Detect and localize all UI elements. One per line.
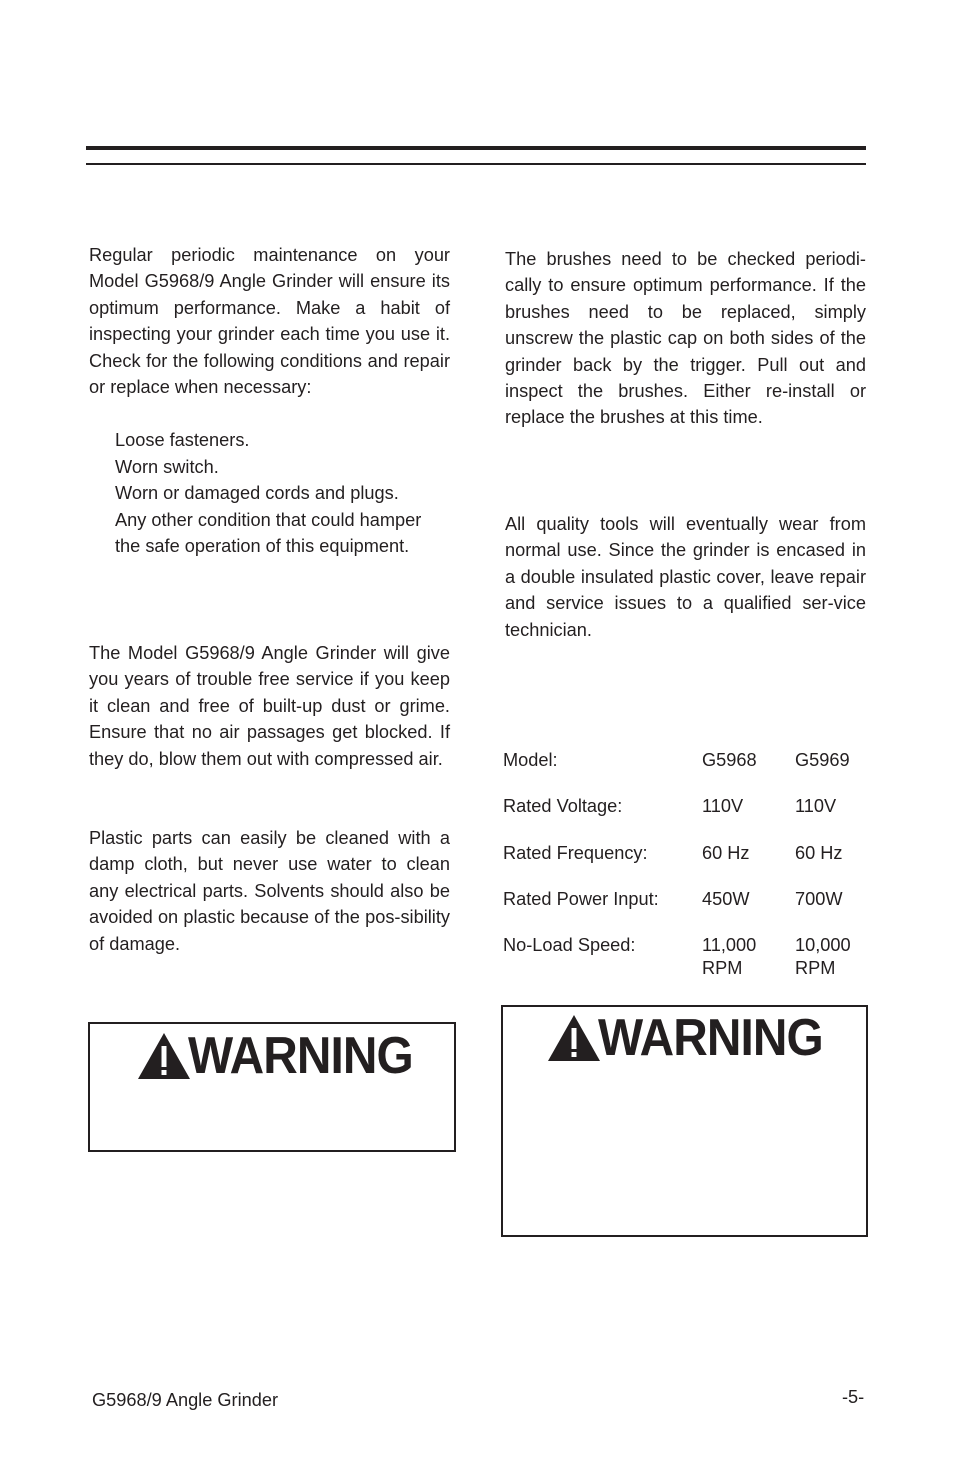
spec-label: Rated Power Input: <box>503 889 659 909</box>
spec-label: Rated Frequency: <box>503 843 648 863</box>
spec-value-g5968: 60 Hz <box>702 843 750 863</box>
spec-value-g5968: G5968 <box>702 750 757 770</box>
brushes-paragraph: The brushes need to be checked periodi-cally to ensure optimum performance. If the brushes need to be replaced, simply unscrew the plastic cap on both sides of the grinder back by the trigger. Pull out and inspect the brushes. Either re-install or replace the brushes at this time. <box>505 249 866 428</box>
warning-label: WARNING <box>598 1009 823 1067</box>
checklist-item: Worn or damaged cords and plugs. <box>115 483 399 504</box>
checklist-item: Loose fasteners. <box>115 430 250 450</box>
page-number: -5- <box>842 1387 865 1407</box>
warning-header-right <box>546 1009 842 1067</box>
checklist-item: Worn switch. <box>115 456 219 477</box>
service-paragraph: All quality tools will eventually wear from normal use. Since the grinder is encased in a double insulated plastic cover, leave repair and service issues to a qualified ser-vice technician. <box>505 514 866 640</box>
warning-triangle-icon <box>546 1013 602 1063</box>
spec-value-g5969: 60 Hz <box>795 843 843 863</box>
warning-label: WARNING <box>188 1027 413 1085</box>
warning-triangle-icon <box>136 1031 192 1081</box>
spec-value-g5969: G5969 <box>795 750 850 770</box>
header-rule-thick <box>86 146 866 150</box>
spec-value-g5969: 110V <box>795 796 837 816</box>
maintenance-checklist <box>115 427 451 560</box>
spec-value-g5969: 700W <box>795 889 843 909</box>
spec-label: Rated Voltage: <box>503 796 623 816</box>
spec-label: Model: <box>503 750 558 770</box>
cleaning-paragraph-1: The Model G5968/9 Angle Grinder will give you years of trouble free service if you keep it clean and free of built-up dust or grime. Ensure that no air passages get blocked. If they do, blow them out with compressed air. <box>89 643 450 769</box>
spec-value-g5968: 110V <box>702 796 744 816</box>
warning-header-left <box>136 1027 432 1085</box>
spec-value-g5969: 10,000 RPM <box>795 935 851 978</box>
maintenance-intro: Regular periodic maintenance on your Model G5968/9 Angle Grinder will ensure its optimum performance. Make a habit of inspecting your grinder each time you use it. Check for the following conditions and repair or replace when necessary: <box>89 245 450 398</box>
spec-label: No-Load Speed: <box>503 935 636 955</box>
footer-title: G5968/9 Angle Grinder <box>92 1390 279 1410</box>
header-rule-thin <box>86 163 866 165</box>
cleaning-paragraph-2: Plastic parts can easily be cleaned with a damp cloth, but never use water to clean any electrical parts. Solvents should also be avoided on plastic because of the pos-sibility of damage. <box>89 828 450 954</box>
spec-value-g5968: 450W <box>702 889 750 909</box>
spec-value-g5968: 11,000 RPM <box>702 935 757 978</box>
checklist-item: Any other condition that could hamper the safe operation of this equipment. <box>115 509 422 557</box>
